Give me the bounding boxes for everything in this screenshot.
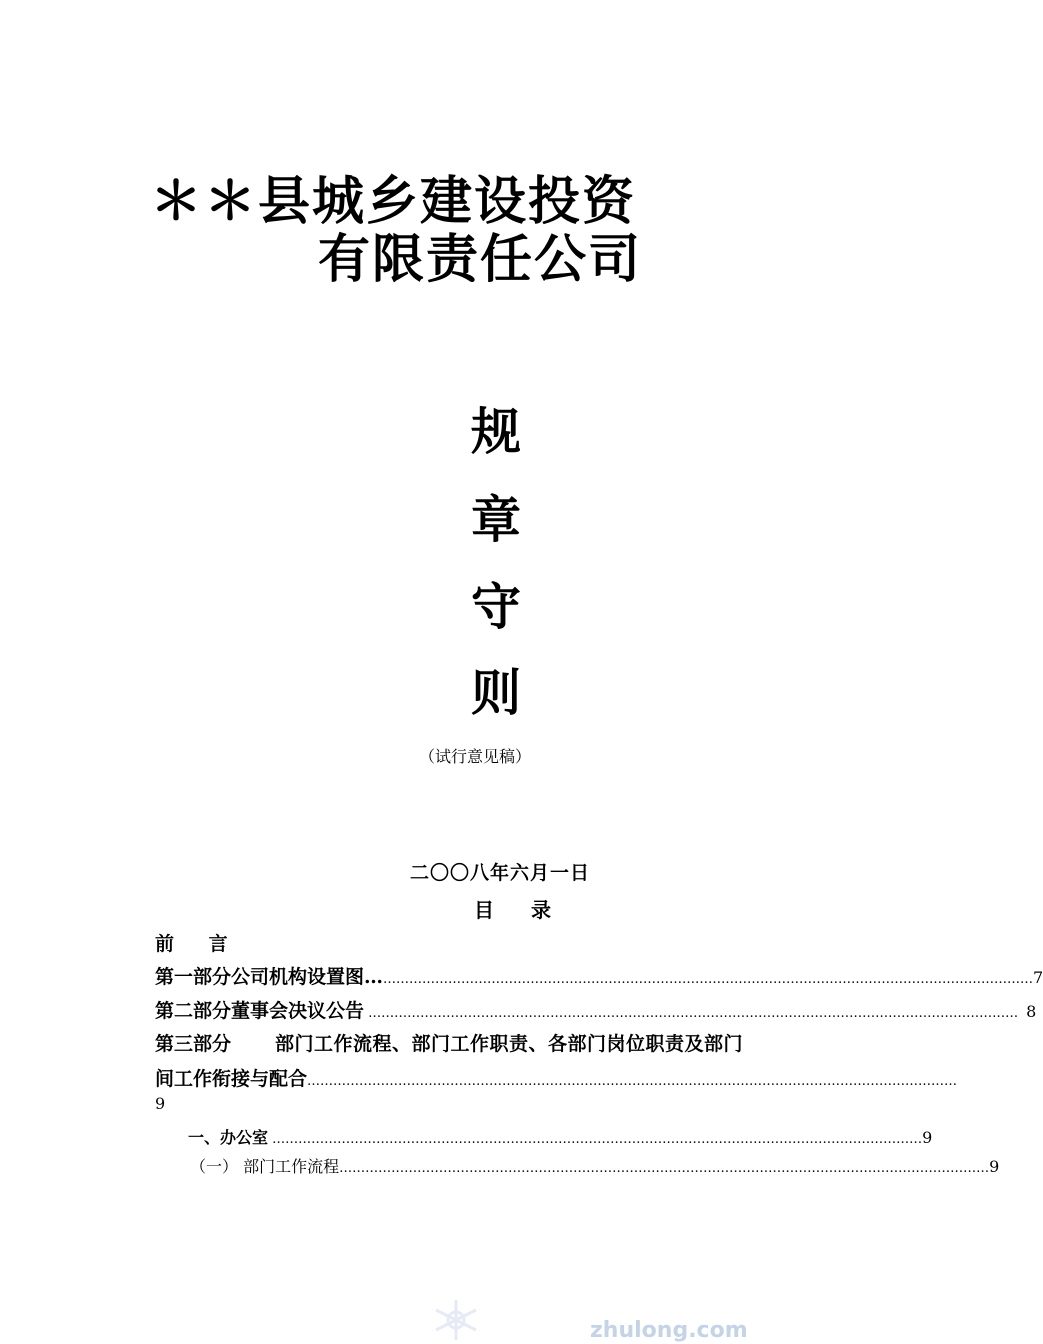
vertical-title-char-3: 守 [471,577,521,636]
toc-item-part-2[interactable] [155,996,1037,1029]
toc-item-text-continued: 间工作衔接与配合 [155,1068,308,1090]
toc-page-number: 9 [155,1094,166,1113]
toc-sub-workflow[interactable] [190,1152,1000,1184]
vertical-title-char-2: 章 [471,490,521,549]
title-line-2: 有限责任公司 [318,230,643,290]
toc-sub-office[interactable] [188,1123,933,1155]
vertical-title-char-4: 则 [471,663,521,722]
title-line-1: ＊＊县城乡建设投资 [150,172,637,232]
toc-item-part-3[interactable] [155,1029,833,1059]
toc-leader-dots: …………………………………………………………………………………………………………………………………… [383,972,1034,987]
toc-leader-dots: …………………………………………………………………………………………………………………………………… [364,1006,1019,1021]
watermark-text: zhulong.com [590,1318,748,1343]
toc-part-label: 第一部分 [155,966,232,988]
snowflake-watermark-icon [426,1296,486,1344]
toc-page-number: 9 [989,1157,1000,1176]
toc-preface[interactable] [155,929,833,959]
toc-item-part-3-continued[interactable] [155,1064,958,1097]
toc-item-text: 公司机构设置图… [231,966,384,988]
toc-sub-text: （一） 部门工作流程 [190,1157,340,1176]
vertical-title-char-1: 规 [471,402,521,461]
toc-item-text: 董事会决议公告 [231,1000,365,1022]
toc-item-part-1[interactable] [155,962,1043,995]
toc-part-label: 第二部分 [155,1000,232,1022]
document-date: 二〇〇八年六月一日 [410,862,591,884]
toc-title: 目 录 [474,898,551,922]
toc-item-text: 部门工作流程、部门工作职责、各部门岗位职责及部门 [275,1033,744,1055]
toc-sub-text: 一、办公室 [188,1128,269,1147]
draft-note: （试行意见稿） [418,747,531,766]
toc-leader-dots: …………………………………………………………………………………………………………………………………… [339,1161,990,1176]
toc-page-number: 8 [1026,1002,1037,1021]
toc-page-number: 7 [1033,968,1043,987]
toc-preface-label: 前 言 [155,933,228,955]
toc-page-number: 9 [922,1128,933,1147]
toc-leader-dots: …………………………………………………………………………………………………………………………………… [268,1132,923,1147]
toc-leader-dots: …………………………………………………………………………………………………………………………………… [307,1074,958,1089]
toc-part-label: 第三部分 [155,1033,232,1055]
